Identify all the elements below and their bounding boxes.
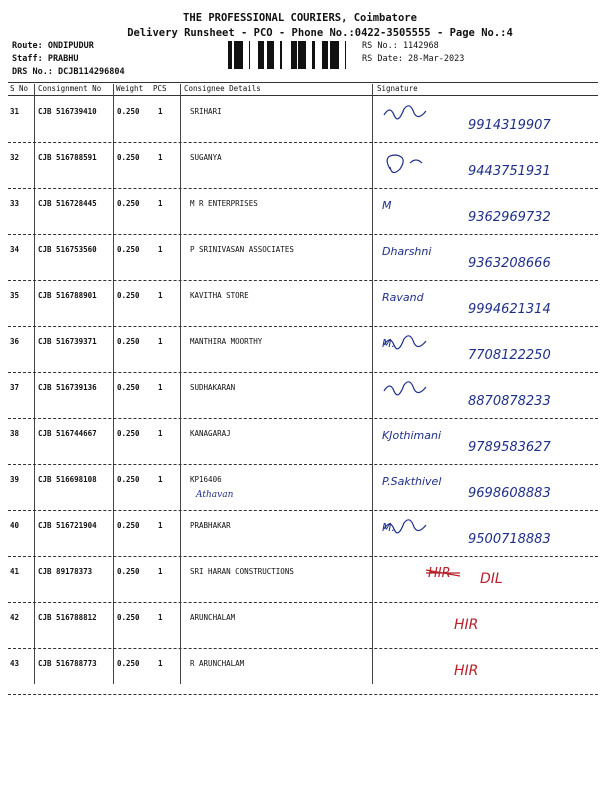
- row-weight: 0.250: [117, 245, 140, 254]
- row-separator: [8, 556, 598, 557]
- signature-cell: [376, 607, 596, 651]
- barcode-bar: [304, 41, 306, 69]
- signature-name-handwriting: P.Sakthivel: [382, 475, 442, 488]
- row-serial-no: 36: [10, 337, 20, 346]
- company-title: THE PROFESSIONAL COURIERS, Coimbatore: [183, 12, 417, 24]
- signature-cell: [376, 423, 596, 467]
- row-weight: 0.250: [117, 659, 140, 668]
- col-header-sno: S No: [10, 84, 29, 93]
- row-separator: [8, 464, 598, 465]
- row-pcs: 1: [158, 521, 163, 530]
- row-weight: 0.250: [117, 613, 140, 622]
- signature-phone-handwriting: 7708122250: [468, 348, 551, 363]
- row-pcs: 1: [158, 475, 163, 484]
- barcode-bar: [333, 41, 334, 69]
- barcode-bar: [280, 41, 282, 69]
- signature-name-handwriting: HIR: [428, 566, 451, 581]
- row-serial-no: 38: [10, 429, 20, 438]
- col-divider: [34, 84, 35, 684]
- barcode-bar: [312, 41, 315, 69]
- row-weight: 0.250: [117, 521, 140, 530]
- barcode-bar: [300, 41, 303, 69]
- row-weight: 0.250: [117, 429, 140, 438]
- row-consignment-no: CJB 516739371: [38, 337, 97, 346]
- row-separator: [8, 234, 598, 235]
- row-separator: [8, 602, 598, 603]
- barcode-bar: [303, 41, 304, 69]
- barcode-bar: [273, 41, 274, 69]
- signature-phone-handwriting: 9362969732: [468, 210, 551, 225]
- signature-name-handwriting: KJothimani: [382, 429, 442, 442]
- signature-cell: [376, 239, 596, 283]
- row-weight: 0.250: [117, 153, 140, 162]
- row-consignment-no: CJB 516739136: [38, 383, 97, 392]
- barcode-bar: [294, 41, 297, 69]
- row-consignment-no: CJB 516721904: [38, 521, 97, 530]
- row-consignment-no: CJB 516728445: [38, 199, 97, 208]
- barcode-bar: [234, 41, 237, 69]
- row-consignee-name: P SRINIVASAN ASSOCIATES: [190, 245, 294, 254]
- runsheet-title: Delivery Runsheet - PCO - Phone No.:0422-3505555 - Page No.:4: [127, 27, 513, 39]
- row-consignment-no: CJB 516788812: [38, 613, 97, 622]
- signature-scribble: [384, 382, 426, 395]
- signature-phone-handwriting: 9914319907: [468, 118, 551, 133]
- barcode-bar: [261, 41, 262, 69]
- signature-phone-handwriting: 9363208666: [468, 256, 551, 271]
- signature-cell: [376, 515, 596, 559]
- row-serial-no: 42: [10, 613, 20, 622]
- barcode-bar: [345, 41, 346, 69]
- signature-cell: [376, 285, 596, 329]
- signature-phone-handwriting: 9994621314: [468, 302, 551, 317]
- row-pcs: 1: [158, 337, 163, 346]
- row-weight: 0.250: [117, 383, 140, 392]
- signature-name-handwriting: M.: [382, 337, 395, 350]
- row-pcs: 1: [158, 383, 163, 392]
- row-consignment-no: CJB 516788773: [38, 659, 97, 668]
- signature-cell: [376, 469, 596, 513]
- barcode-bar: [322, 41, 324, 69]
- signature-name-handwriting: M.: [382, 521, 395, 534]
- col-divider: [180, 84, 181, 684]
- signature-phone-handwriting: 8870878233: [468, 394, 551, 409]
- row-serial-no: 41: [10, 567, 20, 576]
- row-serial-no: 34: [10, 245, 20, 254]
- barcode-bar: [267, 41, 268, 69]
- barcode-bar: [231, 41, 232, 69]
- barcode-bar: [268, 41, 270, 69]
- row-serial-no: 33: [10, 199, 20, 208]
- barcode-bar: [238, 41, 240, 69]
- row-pcs: 1: [158, 567, 163, 576]
- row-consignment-no: CJB 516739410: [38, 107, 97, 116]
- signature-phone-handwriting: DIL: [480, 571, 503, 587]
- signature-cell: [376, 193, 596, 237]
- row-consignee-name: PRABHAKAR: [190, 521, 231, 530]
- row-consignee-name: SUDHAKARAN: [190, 383, 236, 392]
- row-separator: [8, 510, 598, 511]
- row-pcs: 1: [158, 429, 163, 438]
- signature-phone-handwriting: 9789583627: [468, 440, 551, 455]
- row-consignee-name: MANTHIRA MOORTHY: [190, 337, 263, 346]
- row-serial-no: 31: [10, 107, 20, 116]
- signature-cell: [376, 377, 596, 421]
- row-serial-no: 39: [10, 475, 20, 484]
- row-consignment-no: CJB 516698108: [38, 475, 97, 484]
- barcode-bar: [330, 41, 333, 69]
- row-consignee-name: KANAGARAJ: [190, 429, 231, 438]
- row-serial-no: 35: [10, 291, 20, 300]
- barcode-bar: [249, 41, 250, 69]
- row-weight: 0.250: [117, 567, 140, 576]
- row-consignment-no: CJB 516753560: [38, 245, 97, 254]
- row-pcs: 1: [158, 291, 163, 300]
- row-consignment-no: CJB 516744667: [38, 429, 97, 438]
- col-divider: [372, 84, 373, 684]
- signature-cell: [376, 561, 596, 605]
- signature-name-handwriting: Dharshni: [382, 245, 432, 258]
- row-serial-no: 43: [10, 659, 20, 668]
- row-pcs: 1: [158, 659, 163, 668]
- signature-name-handwriting: M: [382, 199, 392, 212]
- row-consignee-name: SRI HARAN CONSTRUCTIONS: [190, 567, 294, 576]
- row-consignee-name: KP16406: [190, 475, 222, 484]
- col-header-pcs: PCS: [153, 84, 167, 93]
- row-serial-no: 32: [10, 153, 20, 162]
- signature-phone-handwriting: 9443751931: [468, 164, 551, 179]
- barcode-bar: [240, 41, 243, 69]
- col-divider: [113, 84, 114, 684]
- row-consignee-name: KAVITHA STORE: [190, 291, 249, 300]
- barcode-bar: [324, 41, 327, 69]
- barcode-bar: [292, 41, 294, 69]
- row-pcs: 1: [158, 613, 163, 622]
- barcode-bar: [334, 41, 336, 69]
- signature-cell: [376, 653, 596, 697]
- signature-phone-handwriting: 9500718883: [468, 532, 551, 547]
- signature-phone-handwriting: HIR: [454, 663, 479, 679]
- signature-name-handwriting: Ravand: [382, 291, 424, 304]
- row-handwritten-note: Athavan: [196, 490, 234, 500]
- rs-date: RS Date: 28-Mar-2023: [362, 54, 465, 64]
- row-weight: 0.250: [117, 199, 140, 208]
- row-weight: 0.250: [117, 337, 140, 346]
- row-pcs: 1: [158, 199, 163, 208]
- row-consignee-name: ARUNCHALAM: [190, 613, 236, 622]
- drs-number: DRS No.: DCJB114296804: [12, 67, 125, 77]
- barcode-bar: [258, 41, 261, 69]
- staff-label: Staff: PRABHU: [12, 54, 79, 64]
- row-consignment-no: CJB 516788591: [38, 153, 97, 162]
- row-separator: [8, 188, 598, 189]
- barcode-bar: [336, 41, 339, 69]
- row-consignee-name: SUGANYA: [190, 153, 222, 162]
- signature-phone-handwriting: 9698608883: [468, 486, 551, 501]
- signature-phone-handwriting: HIR: [454, 617, 479, 633]
- barcode-bar: [327, 41, 328, 69]
- row-separator: [8, 280, 598, 281]
- signature-cell: [376, 101, 596, 145]
- row-separator: [8, 694, 598, 695]
- barcode-bar: [262, 41, 264, 69]
- row-separator: [8, 418, 598, 419]
- row-weight: 0.250: [117, 107, 140, 116]
- signature-cell: [376, 147, 596, 191]
- row-serial-no: 40: [10, 521, 20, 530]
- row-consignee-name: R ARUNCHALAM: [190, 659, 245, 668]
- table-header-rule: [8, 95, 598, 96]
- barcode-bar: [270, 41, 273, 69]
- col-header-signature: Signature: [377, 84, 418, 93]
- row-consignment-no: CJB 516788901: [38, 291, 97, 300]
- col-header-weight: Weight: [116, 84, 144, 93]
- row-consignee-name: M R ENTERPRISES: [190, 199, 258, 208]
- row-separator: [8, 372, 598, 373]
- signature-scribble: [384, 106, 426, 119]
- col-header-consignee: Consignee Details: [184, 84, 261, 93]
- barcode: [228, 41, 356, 69]
- signature-scribble: [387, 155, 422, 173]
- signature-cell: [376, 331, 596, 375]
- route-label: Route: ONDIPUDUR: [12, 41, 94, 51]
- row-separator: [8, 142, 598, 143]
- row-separator: [8, 326, 598, 327]
- barcode-bar: [237, 41, 238, 69]
- row-pcs: 1: [158, 153, 163, 162]
- row-pcs: 1: [158, 107, 163, 116]
- table-top-rule: [8, 82, 598, 83]
- rs-number: RS No.: 1142968: [362, 41, 439, 51]
- col-header-consignment: Consignment No: [38, 84, 102, 93]
- row-weight: 0.250: [117, 291, 140, 300]
- barcode-bar: [228, 41, 231, 69]
- row-serial-no: 37: [10, 383, 20, 392]
- row-pcs: 1: [158, 245, 163, 254]
- barcode-bar: [291, 41, 292, 69]
- row-weight: 0.250: [117, 475, 140, 484]
- row-separator: [8, 648, 598, 649]
- row-consignment-no: CJB 89178373: [38, 567, 93, 576]
- row-consignee-name: SRIHARI: [190, 107, 222, 116]
- barcode-bar: [298, 41, 300, 69]
